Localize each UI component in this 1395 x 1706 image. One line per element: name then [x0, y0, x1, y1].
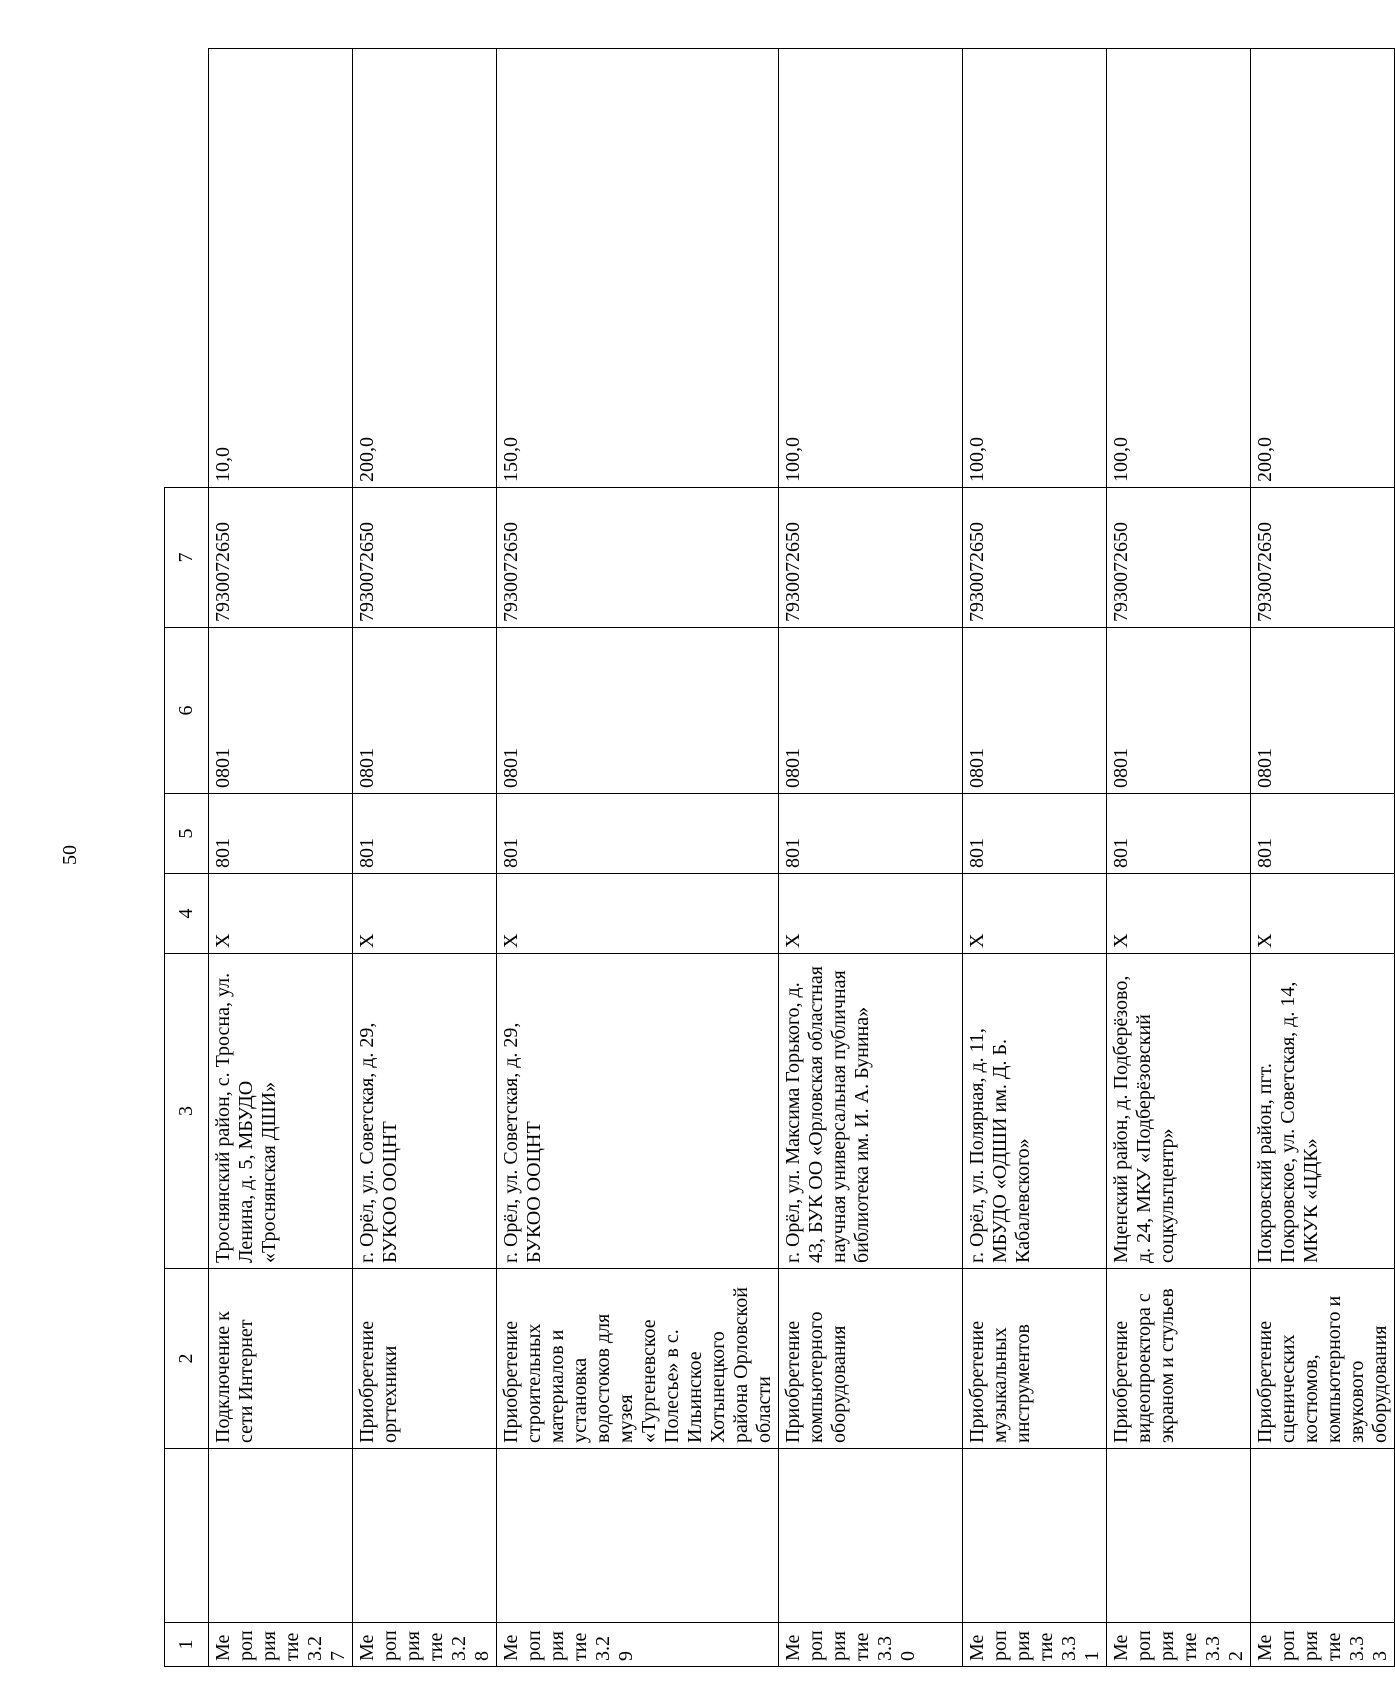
event-name-cell: Подключение к сети Интернет	[209, 1269, 353, 1449]
column-header: 1	[165, 1623, 209, 1667]
col3-cell: X	[497, 874, 779, 954]
col7-cell: 150,0	[497, 49, 779, 488]
spacer-cell	[963, 1449, 1107, 1623]
column-header: 7	[165, 488, 209, 628]
col6-cell: 7930072650	[209, 488, 353, 628]
table-row	[209, 49, 353, 1667]
spacer-cell	[353, 1449, 497, 1623]
event-name-cell: Приобретение сценических костюмов, компьютерного и звукового оборудования	[1251, 1269, 1395, 1449]
col5-cell: 0801	[1251, 628, 1395, 794]
event-id-cell: Мероприятие 3.28	[353, 1623, 497, 1667]
event-place-cell: г. Орёл, ул. Советская, д. 29, БУКОО ООЦНТ	[497, 954, 779, 1269]
event-id-cell: Мероприятие 3.31	[963, 1623, 1107, 1667]
col4-cell: 801	[1251, 794, 1395, 874]
table-row	[779, 49, 963, 1667]
col4-cell: 801	[779, 794, 963, 874]
event-place-cell: г. Орёл, ул. Полярная, д. 11, МБУДО «ОДШИ им. Д. Б. Кабалевского»	[963, 954, 1107, 1269]
event-id-cell: Мероприятие 3.27	[209, 1623, 353, 1667]
col5-cell: 0801	[353, 628, 497, 794]
col5-cell: 0801	[209, 628, 353, 794]
col5-cell: 0801	[779, 628, 963, 794]
event-id-cell: Мероприятие 3.29	[497, 1623, 779, 1667]
spacer-cell	[1251, 1449, 1395, 1623]
col5-cell: 0801	[1107, 628, 1251, 794]
spacer-cell	[779, 1449, 963, 1623]
col3-cell: X	[779, 874, 963, 954]
event-id-cell: Мероприятие 3.33	[1251, 1623, 1395, 1667]
event-place-cell: г. Орёл, ул. Советская, д. 29, БУКОО ООЦНТ	[353, 954, 497, 1269]
column-header: 5	[165, 794, 209, 874]
header-row	[165, 49, 209, 1667]
event-name-cell: Приобретение оргтехники	[353, 1269, 497, 1449]
col7-cell: 100,0	[963, 49, 1107, 488]
column-header: 2	[165, 1269, 209, 1449]
event-name-cell: Приобретение компьютерного оборудования	[779, 1269, 963, 1449]
event-name-cell: Приобретение строительных материалов и установка водостоков для музея «Тургеневское Полесье» в с. Ильинское Хотынецкого района Орловской области	[497, 1269, 779, 1449]
spacer-cell	[497, 1449, 779, 1623]
spacer-cell	[1107, 1449, 1251, 1623]
col3-cell: X	[1251, 874, 1395, 954]
col7-cell: 100,0	[1107, 49, 1251, 488]
col4-cell: 801	[1107, 794, 1251, 874]
event-place-cell: Троснянский район, с. Тросна, ул. Ленина, д. 5, МБУДО «Троснянская ДШИ»	[209, 954, 353, 1269]
col7-cell: 200,0	[1251, 49, 1395, 488]
column-header	[165, 1449, 209, 1623]
spacer-cell	[209, 1449, 353, 1623]
rotated-table-container	[164, 48, 1391, 1667]
col3-cell: X	[1107, 874, 1251, 954]
column-header: 3	[165, 954, 209, 1269]
col6-cell: 7930072650	[497, 488, 779, 628]
col4-cell: 801	[497, 794, 779, 874]
col6-cell: 7930072650	[963, 488, 1107, 628]
col6-cell: 7930072650	[353, 488, 497, 628]
col3-cell: X	[353, 874, 497, 954]
event-id-cell: Мероприятие 3.30	[779, 1623, 963, 1667]
col3-cell: X	[963, 874, 1107, 954]
column-header: 6	[165, 628, 209, 794]
col7-cell: 100,0	[779, 49, 963, 488]
page-number: 50	[59, 845, 81, 865]
event-place-cell: г. Орёл, ул. Максима Горького, д. 43, БУК ОО «Орловская областная научная универсальная публичная библиотека им. И. А. Бунина»	[779, 954, 963, 1269]
event-name-cell: Приобретение музыкальных инструментов	[963, 1269, 1107, 1449]
col3-cell: X	[209, 874, 353, 954]
col7-cell: 10,0	[209, 49, 353, 488]
table-row	[1107, 49, 1251, 1667]
col7-cell: 200,0	[353, 49, 497, 488]
col4-cell: 801	[353, 794, 497, 874]
col6-cell: 7930072650	[779, 488, 963, 628]
table-row	[963, 49, 1107, 1667]
budget-table	[164, 48, 1395, 1667]
col5-cell: 0801	[963, 628, 1107, 794]
col4-cell: 801	[963, 794, 1107, 874]
column-header: 4	[165, 874, 209, 954]
table-row	[497, 49, 779, 1667]
table-row	[353, 49, 497, 1667]
col4-cell: 801	[209, 794, 353, 874]
event-place-cell: Покровский район, пгт. Покровское, ул. Советская, д. 14, МКУК «ЦДК»	[1251, 954, 1395, 1269]
col6-cell: 7930072650	[1107, 488, 1251, 628]
table-row	[1251, 49, 1395, 1667]
col6-cell: 7930072650	[1251, 488, 1395, 628]
event-id-cell: Мероприятие 3.32	[1107, 1623, 1251, 1667]
col5-cell: 0801	[497, 628, 779, 794]
event-name-cell: Приобретение видеопроектора с экраном и стульев	[1107, 1269, 1251, 1449]
event-place-cell: Мценский район, д. Подберёзово, д. 24, МКУ «Подберёзовский соцкультцентр»	[1107, 954, 1251, 1269]
